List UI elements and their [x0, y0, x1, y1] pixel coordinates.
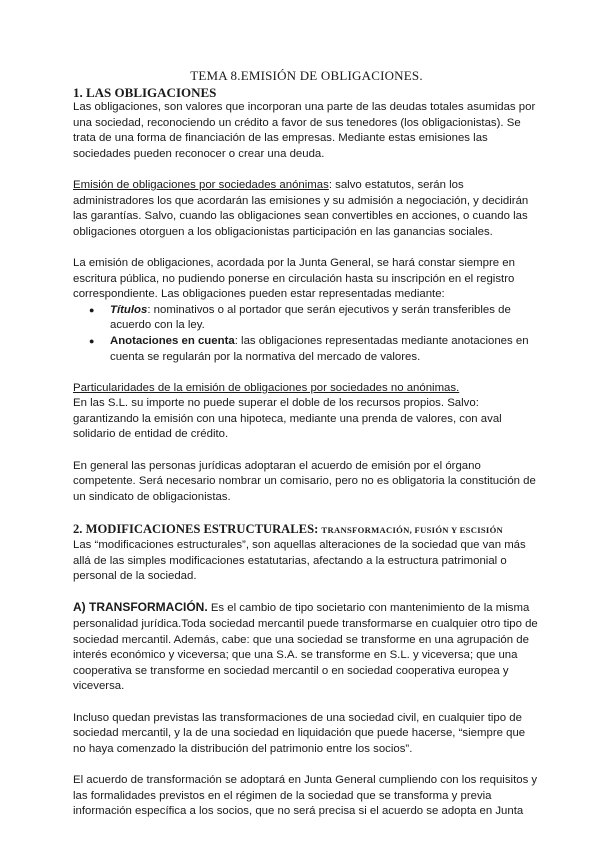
transformacion-paragraph — [73, 600, 540, 695]
transformacion-text: Es el cambio de tipo societario con mantenimiento de la misma personalidad jurídica.Toda sociedad mercantil puede transformarse en cualquier otro tipo de sociedad mercantil. Además, cabe: que una sociedad se transforme en una agrupación de interés económico y viceversa; que una S.A. se transforme en S.L. y viceversa; que una cooperativa se transforme en sociedad mercantil o en sociedad cooperativa europea y viceversa. — [73, 602, 538, 693]
bullet-term-anotaciones: Anotaciones en cuenta — [110, 334, 235, 347]
bullet-text: : nominativos o al portador que serán ejecutivos y serán transferibles de acuerdo con la ley. — [110, 303, 511, 332]
section-2-heading — [73, 521, 540, 538]
section-1-heading: 1. LAS OBLIGACIONES — [73, 85, 217, 100]
section-2-intro: Las “modificaciones estructurales”, son aquellas alteraciones de la sociedad que van más allá de las simples modificaciones estatutarias, afectando a la estructura patrimonial o personal de la sociedad. — [73, 539, 526, 583]
junta-paragraph: La emisión de obligaciones, acordada por la Junta General, se hará constar siempre en escritura pública, no pudiendo ponerse en circulación hasta su inscripción en el registro correspondiente. Las obligaciones pueden estar representadas mediante: — [73, 256, 515, 301]
nosa-label: Particularidades de la emisión de obligaciones por sociedades no anónimas. — [73, 381, 460, 394]
bullet-text: : las obligaciones representadas mediante anotaciones en cuenta se regularán por la normativa del mercado de valores. — [110, 334, 529, 363]
sa-text: : salvo estatutos, serán los administradores los que acordarán las emisiones y su admisión a negociación, y decidirán las garantías. Salvo, cuando las obligaciones sean convertibles en acciones, o cuando las obligaciones otorguen a los obligacionistas participación en las ganancias sociales. — [73, 178, 529, 238]
civil-paragraph: Incluso quedan previstas las transformaciones de una sociedad civil, en cualquier tipo de sociedad mercantil, y la de una sociedad en liquidación que puede hacerse, “siempre que no haya comenzado la distribución del patrimonio entre los socios”. — [73, 711, 526, 755]
section-2-heading-main: 2. MODIFICACIONES ESTRUCTURALES: — [73, 522, 322, 537]
section-2-heading-sub: TRANSFORMACIÓN, FUSIÓN Y ESCISIÓN — [321, 525, 504, 536]
list-item — [93, 303, 540, 334]
transformacion-heading: A) TRANSFORMACIÓN. — [73, 600, 208, 615]
nosa-paragraph: En las S.L. su importe no puede superar el doble de los recursos propios. Salvo: garantizando la emisión con una hipoteca, mediante una prenda de valores, con aval solidario de entidad de crédito. — [73, 397, 502, 441]
sa-paragraph — [73, 178, 540, 240]
sa-label: Emisión de obligaciones por sociedades anónimas — [73, 178, 329, 191]
representation-list — [73, 303, 540, 365]
bullet-term-titulos: Títulos — [110, 303, 148, 316]
list-item — [93, 334, 540, 365]
section-1-intro: Las obligaciones, son valores que incorporan una parte de las deudas totales asumidas por una sociedad, reconociendo un crédito a favor de sus tenedores (los obligacionistas). Se trata de una forma de financiación de las empresas. Mediante estas emisiones las sociedades pueden reconocer o crear una deuda. — [73, 101, 536, 160]
document-title: TEMA 8.EMISIÓN DE OBLIGACIONES. — [190, 68, 423, 83]
acuerdo-paragraph: El acuerdo de transformación se adoptará en Junta General cumpliendo con los requisitos y las formalidades previstos en el régimen de la sociedad que se transforma y previa información específica a los socios, que no será precisa si el acuerdo se adopta en Junta — [73, 773, 538, 818]
general-paragraph: En general las personas jurídicas adoptaran el acuerdo de emisión por el órgano competente. Será necesario nombrar un comisario, pero no es obligatoria la constitución de un sindicato de obligacionistas. — [73, 459, 536, 503]
